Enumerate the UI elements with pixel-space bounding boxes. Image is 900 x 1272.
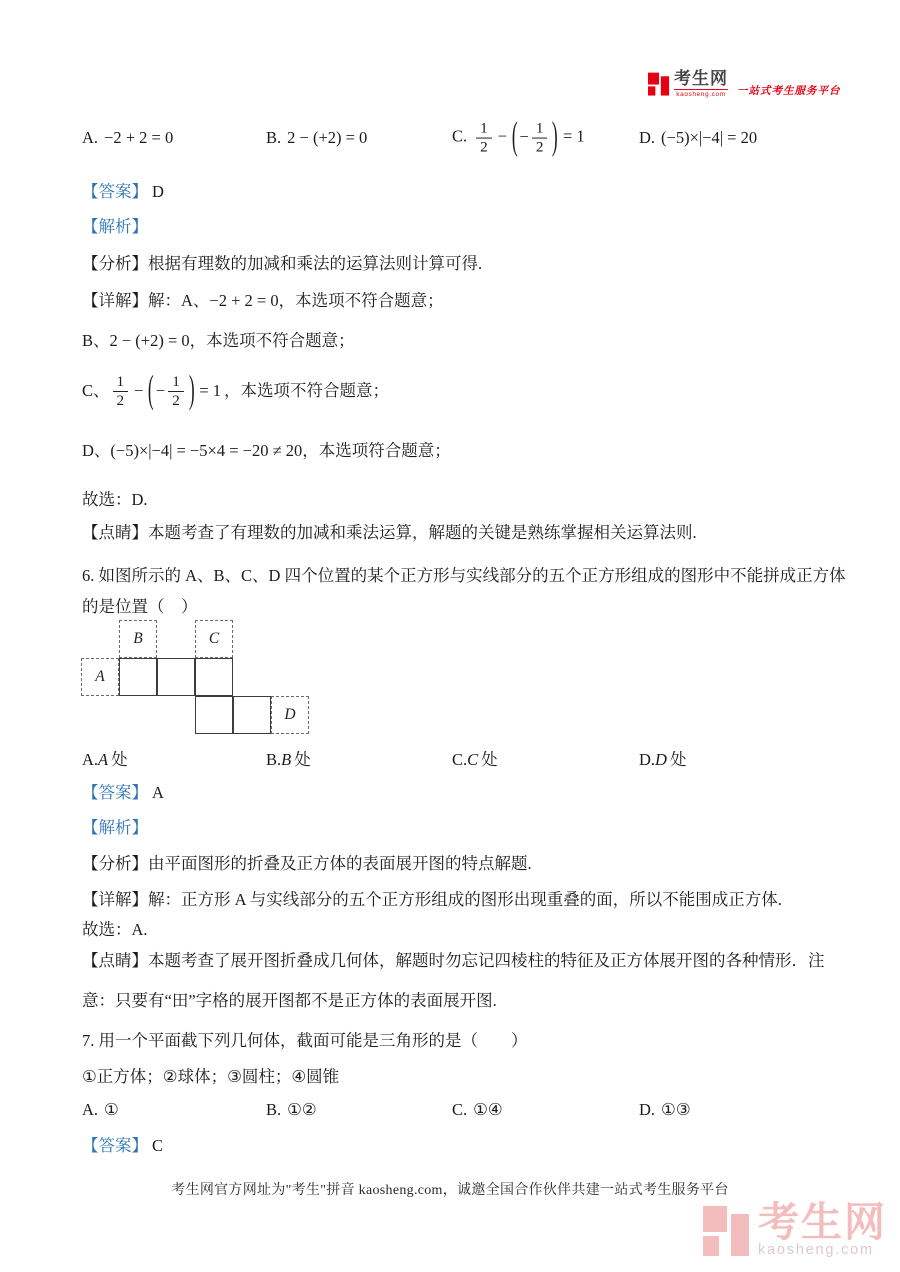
q7-option-b — [266, 1100, 317, 1120]
option-math: (−5)×|−4| = 20 — [661, 128, 758, 147]
logo-text: 考生网 — [674, 69, 728, 88]
xiangjie-text: 解：正方形 A 与实线部分的五个正方形组成的图形出现重叠的面，所以不能围成正方体. — [148, 890, 782, 909]
option-letter: A — [98, 750, 109, 769]
net-square — [195, 696, 233, 734]
option-suffix: 处 — [111, 750, 128, 769]
watermark-logo — [703, 1199, 887, 1260]
q7-answer-line — [82, 1135, 163, 1156]
net-square-B: B — [119, 620, 157, 658]
q6-option-b — [266, 746, 311, 770]
watermark-text-block — [758, 1199, 887, 1258]
fenxi-label: 【分析】 — [82, 254, 148, 273]
equals-rhs: = 1 — [562, 126, 585, 146]
q6-stem-line2: 的是位置（ ） — [82, 597, 198, 616]
answer-label: 【答案】 — [82, 1136, 148, 1155]
kaosheng-logo-icon — [648, 72, 670, 98]
jiexi-label: 【解析】 — [82, 217, 148, 236]
q7-answer-value: C — [152, 1136, 164, 1155]
option-label: A. — [82, 128, 99, 147]
q6-dianjing-line1 — [82, 950, 825, 971]
option-label: C. — [452, 750, 468, 769]
net-square — [233, 696, 271, 734]
option-suffix: 处 — [294, 750, 311, 769]
right-paren: ) — [188, 367, 195, 412]
watermark-text: 考生网 — [758, 1199, 887, 1245]
detail-c-suffix: ，本选项不符合题意； — [224, 381, 390, 401]
option-letter: B — [281, 750, 292, 769]
logo-domain: kaosheng.com — [674, 89, 728, 98]
neg-sign: − — [519, 126, 529, 146]
q6-option-a — [82, 746, 128, 770]
option-math: 2 − (+2) = 0 — [287, 128, 368, 147]
option-text: ① — [104, 1100, 119, 1119]
option-label: D. — [639, 1100, 656, 1119]
fenxi-text: 根据有理数的加减和乘法的运算法则计算可得. — [148, 254, 483, 273]
fenxi-text: 由平面图形的折叠及正方体的表面展开图的特点解题. — [148, 854, 532, 873]
xiangjie-text: 解：A、−2 + 2 = 0，本选项不符合题意； — [148, 291, 444, 310]
option-label: B. — [266, 1100, 282, 1119]
option-label: C. — [452, 1100, 468, 1119]
q7-option-c — [452, 1100, 503, 1120]
q6-option-d — [639, 746, 686, 770]
footer-text: 考生网官方网址为"考生"拼音 kaosheng.com，诚邀全国合作伙伴共建一站式考生服务平台 — [171, 1183, 729, 1198]
q7-option-d — [639, 1100, 691, 1120]
option-suffix: 处 — [481, 750, 498, 769]
xiangjie-label: 【详解】 — [82, 291, 148, 310]
q7-items-line: ①正方体；②球体；③圆柱；④圆锥 — [82, 1067, 340, 1086]
neg-sign: − — [155, 381, 166, 401]
net-square-A: A — [81, 658, 119, 696]
option-label: B. — [266, 128, 282, 147]
q6-xiangjie-line — [82, 889, 782, 910]
option-label: A. — [82, 750, 99, 769]
answer-label: 【答案】 — [82, 182, 148, 201]
q5-option-c — [452, 113, 588, 159]
option-suffix: 处 — [669, 750, 687, 769]
option-letter: C — [467, 750, 479, 769]
q7-option-a — [82, 1100, 119, 1120]
q7-options-row — [82, 1098, 872, 1122]
q6-guoxuan-line: 故选：A. — [82, 920, 148, 939]
left-paren: ( — [511, 113, 518, 159]
left-paren: ( — [148, 367, 155, 412]
q5-xiangjie-line — [82, 290, 444, 311]
q5-fenxi-line — [82, 253, 482, 274]
dianjing-text: 本题考查了有理数的加减和乘法运算，解题的关键是熟练掌握相关运算法则. — [148, 523, 697, 542]
answer-label: 【答案】 — [82, 783, 148, 802]
net-square — [119, 658, 157, 696]
dianjing-label: 【点睛】 — [82, 951, 148, 970]
net-square — [157, 658, 195, 696]
q5-jiexi-line — [82, 216, 148, 237]
q5-dianjing-line — [82, 522, 697, 543]
net-square — [195, 658, 233, 696]
equals-rhs: = 1 — [199, 381, 222, 401]
q5-option-b — [266, 128, 367, 148]
q5-option-d — [639, 128, 757, 148]
q5-answer-line — [82, 181, 164, 202]
option-text: ①② — [287, 1100, 317, 1119]
q5-guoxuan-line: 故选：D. — [82, 490, 148, 509]
dianjing-label: 【点睛】 — [82, 523, 148, 542]
q5-answer-value: D — [152, 182, 164, 201]
q5-detail-c-line — [82, 362, 389, 420]
minus-sign: − — [134, 381, 144, 401]
net-square-C: C — [195, 620, 233, 658]
fraction: $\frac{1}{2}$ — [476, 121, 492, 156]
q5-detail-d-line: D、(−5)×|−4| = −5×4 = −20 ≠ 20，本选项符合题意； — [82, 441, 451, 460]
dianjing-text: 本题考查了展开图折叠成几何体，解题时勿忘记四棱柱的特征及正方体展开图的各种情形．注 — [148, 951, 825, 970]
q7-stem-line: 7. 用一个平面截下列几何体，截面可能是三角形的是（ ） — [82, 1031, 528, 1050]
logo-tagline: 一站式考生服务平台 — [737, 85, 841, 97]
watermark-domain: kaosheng.com — [758, 1241, 874, 1258]
dianjing-text: 意：只要有“田”字格的展开图都不是正方体的表面展开图. — [82, 991, 497, 1010]
q6-answer-value: A — [152, 783, 164, 802]
q6-dianjing-line2 — [82, 990, 497, 1011]
option-text: ①④ — [473, 1100, 503, 1119]
option-label: D. — [639, 750, 656, 769]
option-label: B. — [266, 750, 282, 769]
site-logo — [648, 70, 841, 98]
option-math: −2 + 2 = 0 — [104, 128, 174, 147]
jiexi-label: 【解析】 — [82, 818, 148, 837]
q6-options-row — [82, 746, 872, 770]
kaosheng-watermark-icon — [703, 1206, 751, 1260]
option-label: C. — [452, 126, 468, 146]
q6-answer-line — [82, 782, 164, 803]
q6-stem-line1: 6. 如图所示的 A、B、C、D 四个位置的某个正方形与实线部分的五个正方形组成的图形中不能拼成正方体 — [82, 566, 846, 585]
xiangjie-label: 【详解】 — [82, 890, 148, 909]
net-square-D: D — [271, 696, 309, 734]
q6-fenxi-line — [82, 853, 532, 874]
right-paren: ) — [552, 113, 559, 159]
fraction: $\frac{1}{2}$ — [532, 121, 548, 156]
q6-jiexi-line — [82, 817, 148, 838]
q6-option-c — [452, 746, 498, 770]
logo-text-block — [674, 70, 728, 98]
q5-detail-b-line: B、2 − (+2) = 0，本选项不符合题意； — [82, 331, 355, 350]
detail-c-prefix: C、 — [82, 381, 110, 401]
option-label: A. — [82, 1100, 99, 1119]
option-letter: D — [655, 750, 667, 769]
q5-option-a — [82, 128, 173, 148]
fraction: $\frac{1}{2}$ — [113, 374, 129, 409]
minus-sign: − — [497, 126, 508, 146]
fraction: $\frac{1}{2}$ — [168, 374, 184, 409]
option-text: ①③ — [661, 1100, 691, 1119]
cube-net-figure — [81, 620, 311, 736]
q5-options-row — [82, 111, 872, 165]
option-label: D. — [639, 128, 656, 147]
fenxi-label: 【分析】 — [82, 854, 148, 873]
